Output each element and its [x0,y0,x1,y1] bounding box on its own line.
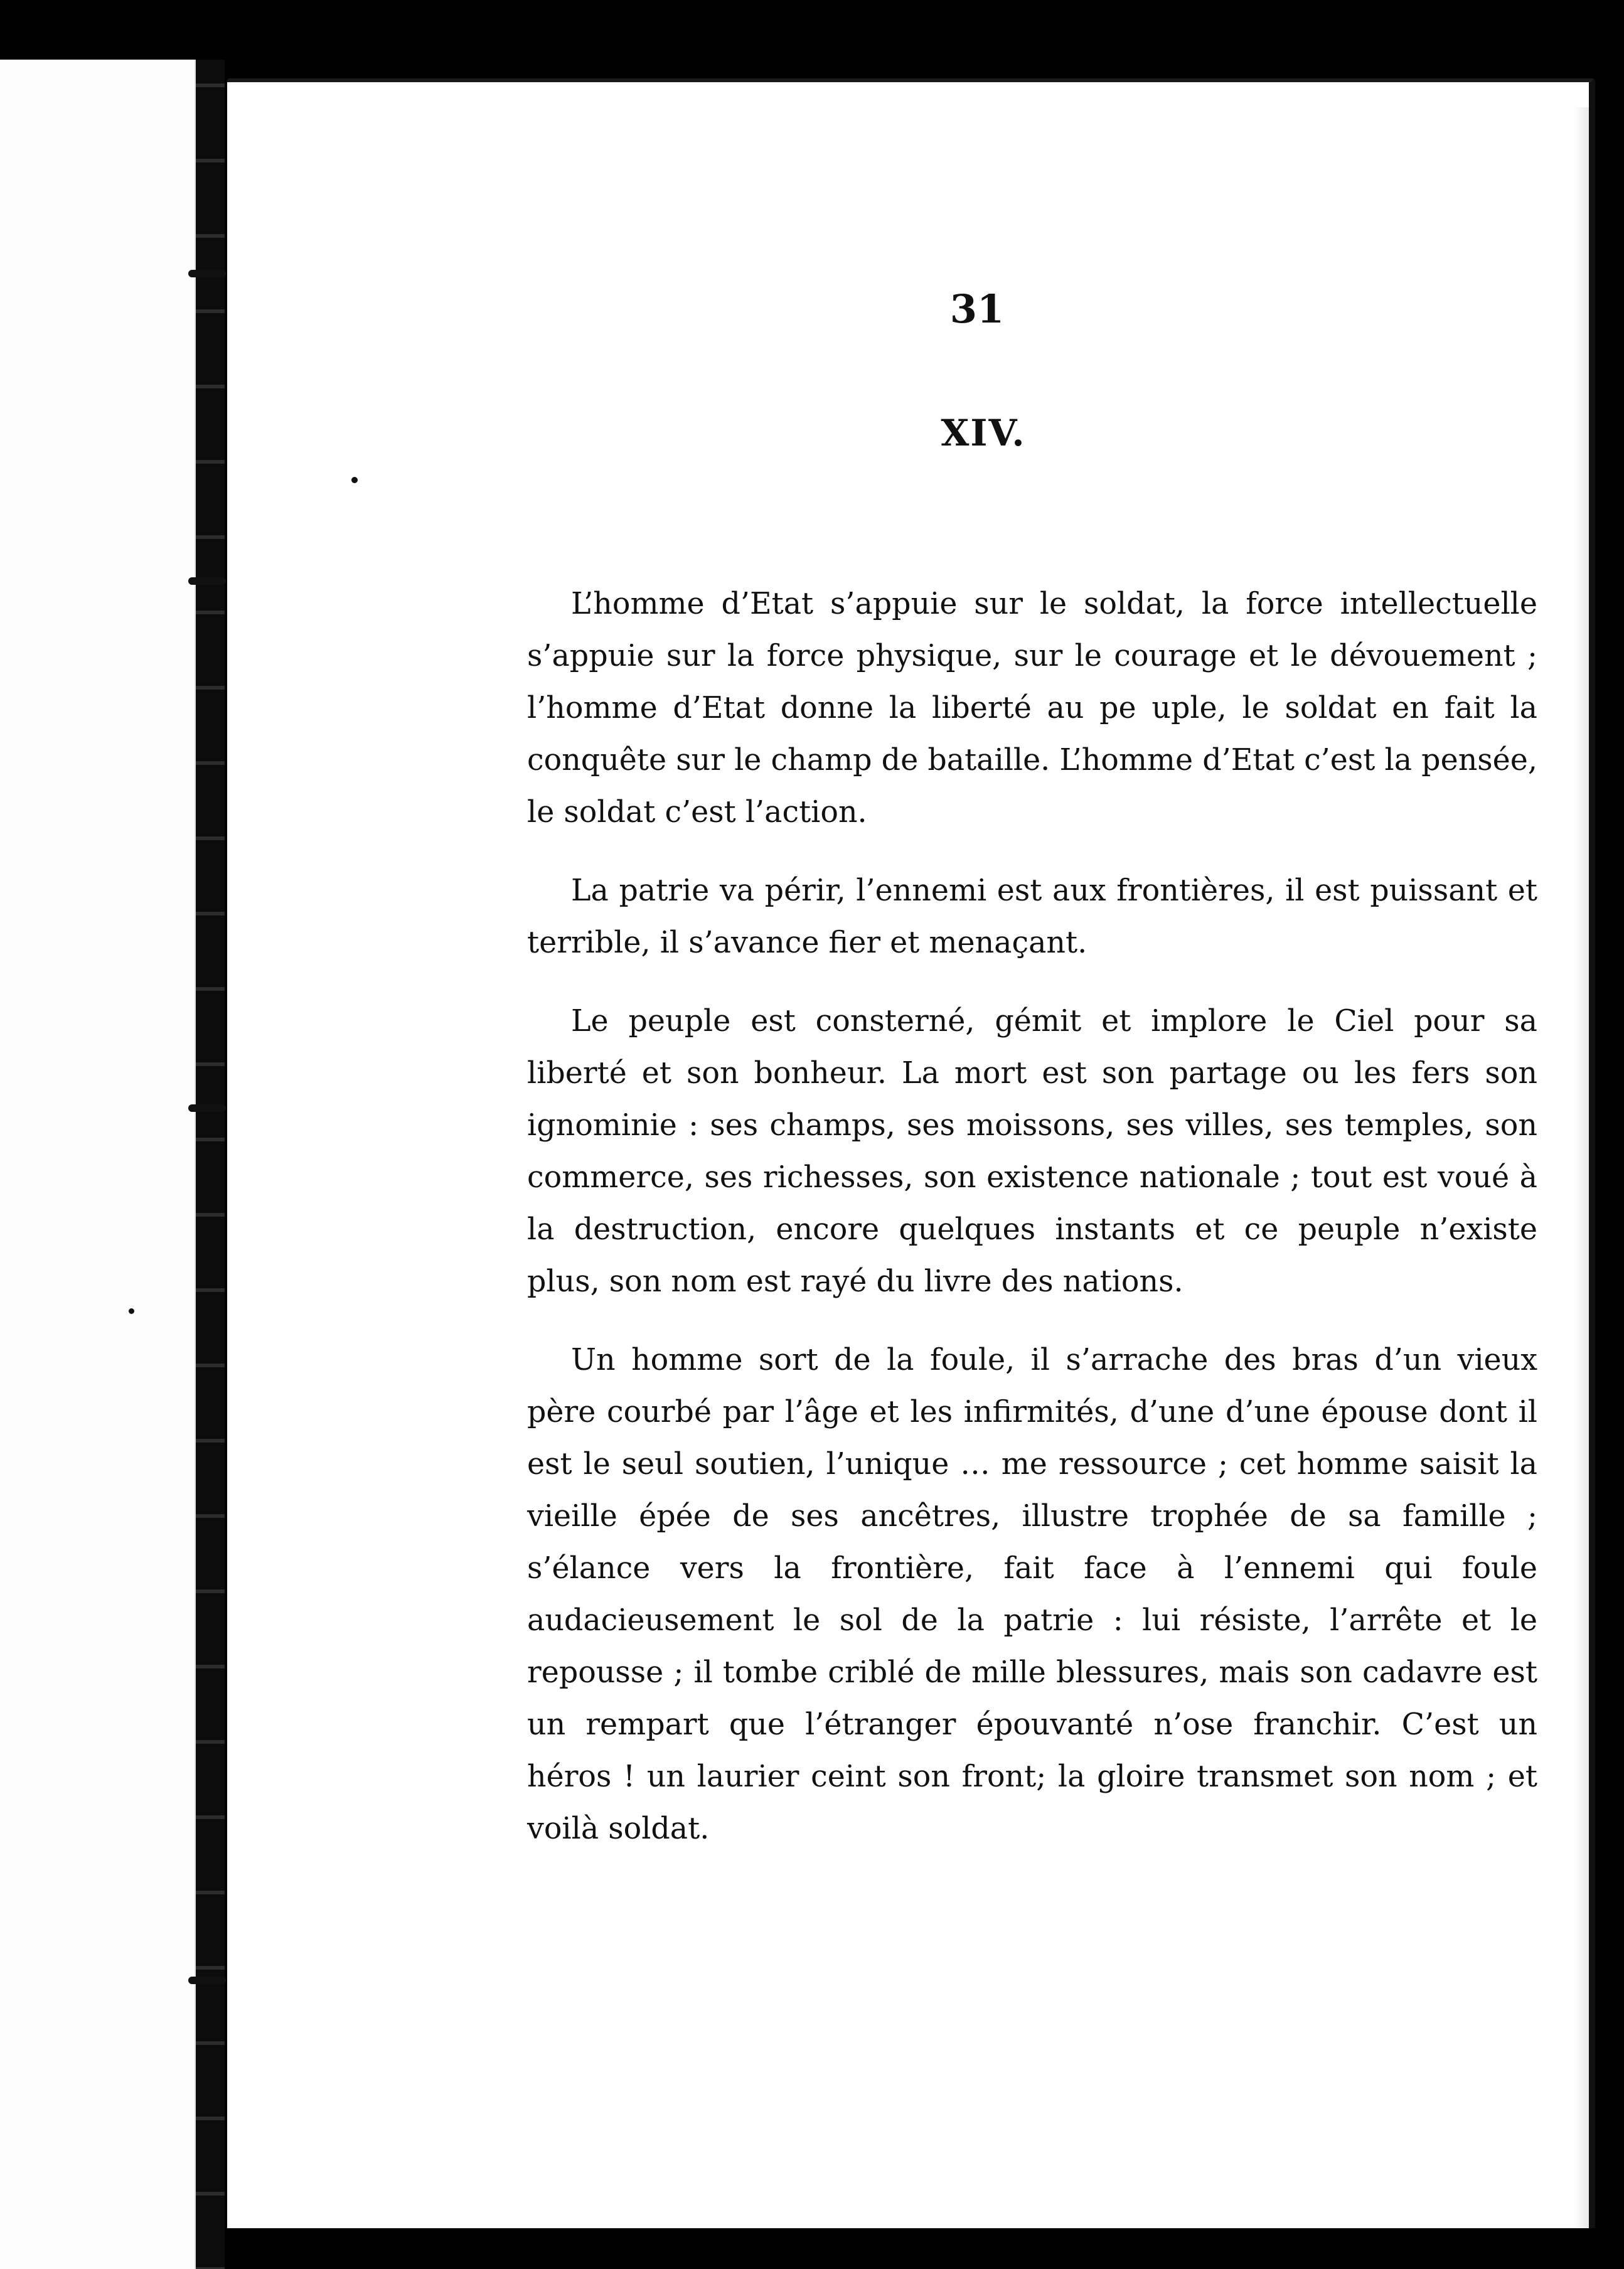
paragraph: Un homme sort de la foule, il s’arrache des bras d’un vieux père courbé par l’âge et les infirmités, d’une d’une épouse dont il est le seul soutien, l’unique … me ressource ; cet homme saisit la vieille épée de ses ancêtres, illustre trophée de sa famille ; s’élance vers la frontière, fait face à l’ennemi qui foule audacieusement le sol de la patrie : lui résiste, l’arrête et le repousse ; il tombe criblé de mille blessures, mais son cadavre est un rempart que l’étranger épouvanté n’ose franchir. C’est un héros ! un laurier ceint son front; la gloire transmet son nom ; et voilà soldat. [527,1343,1537,1846]
binding-stitch [188,1104,226,1112]
paragraph: Le peuple est consterné, gémit et implore le Ciel pour sa liberté et son bonheur. La mort est son partage ou les fers son ignominie : ses champs, ses moissons, ses villes, ses temples, son commerce, ses richesses, son existence nationale ; tout est voué à la destruction, encore quelques instants et ce peuple n’existe plus, son nom est rayé du livre des nations. [527,1004,1537,1299]
binding-stitch [188,270,226,277]
body-text [527,578,1537,1881]
book-page [227,78,1595,2228]
paragraph: La patrie va périr, l’ennemi est aux frontières, il est puissant et terrible, il s’avance fier et menaçant. [527,873,1537,960]
binding-stitch [188,1977,226,1984]
book-binding [196,60,225,2269]
ink-speck [129,1308,134,1314]
paragraph: L’homme d’Etat s’appuie sur le soldat, la force intellectuelle s’appuie sur la force physique, sur le courage et le dévouement ; l’homme d’Etat donne la liberté au pe uple, le soldat en fait la conquête sur le champ de bataille. L’homme d’Etat c’est la pensée, le soldat c’est l’action. [527,587,1537,830]
facing-page [0,60,210,2269]
section-heading: XIV. [941,412,1026,454]
ink-speck [351,477,358,483]
page-number: 31 [949,286,1005,332]
binding-stitch [188,577,226,585]
